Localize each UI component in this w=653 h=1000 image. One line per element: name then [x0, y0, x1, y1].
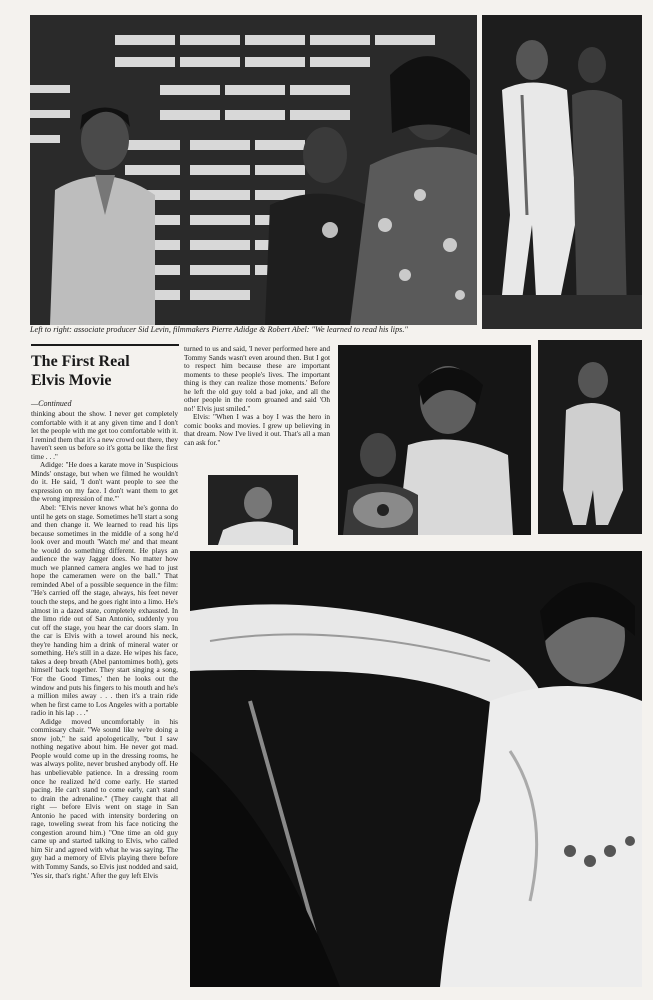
article-column-1: [31, 410, 178, 880]
photo-performer-large: [190, 551, 642, 987]
photo-filmmakers: [30, 15, 477, 325]
paragraph: Adidge: "He does a karate move in 'Suspicious Minds' onstage, but when we filmed he wouldn't do it. He said, 'I don't want people to see the expression on my face. I don't want them to get the wrong impression of me.'": [31, 460, 178, 504]
paragraph: Elvis: "When I was a boy I was the hero in comic books and movies. I grew up believing in that dream. Now I've lived it out. That's all a man can ask for.": [184, 412, 330, 448]
photo-caption: Left to right: associate producer Sid Levin, filmmakers Pierre Adidge & Robert Abel: "We learned to read his lips.": [30, 325, 408, 334]
article-column-2: [184, 345, 330, 448]
photo-close-up-small: [208, 475, 298, 545]
photo-stage-performer: [482, 15, 642, 329]
headline-line-2: Elvis Movie: [31, 372, 112, 389]
paragraph: thinking about the show. I never get completely comfortable with it at any given time and I don't let the people with me get too comfortable with it. I remind them that it's a new crowd out there, they haven't seen us before so it's gotta be like the first time . . .": [31, 409, 179, 461]
paragraph: Adidge moved uncomfortably in his commissary chair. "We sound like we're doing a snow job," he said apologetically, "but I saw nothing negative about him. He never got mad. People would come up in the dressing rooms, he was always polite, never brushed anybody off. He has unbelievable patience. In a dressing room once he realized he'd come early. He started pacing. He can't stand to come early, can't stand to drain the adrenaline." (They caught that all right — before Elvis went on stage in San Antonio he paced with intensity bordering on rage, toweling sweat from his face noticing the congestion around him.) "One time an old guy came up and started talking to Elvis, who called him Sir and agreed with what he was saying. The guy had a memory of Elvis playing there before with Tommy Sands, so Elvis just nodded and said, 'Yes sir, that's right.' After the guy left Elvis: [31, 716, 178, 880]
paragraph: turned to us and said, 'I never performed here and Tommy Sands wasn't even around then. But I got to respect him because these are important moments to these people's lives. The important thing is they can realize those moments.' Before he left the old guy told a bad joke, and all the other people in the room groaned and said 'Oh no!' Elvis just smiled.": [184, 344, 330, 413]
headline-line-1: The First Real: [31, 353, 130, 370]
photo-standing-figure: [538, 340, 642, 534]
headline-rule: [31, 344, 179, 346]
photo-singing-with-guitar: [338, 345, 531, 535]
paragraph: Abel: "Elvis never knows what he's gonna do until he gets on stage. Sometimes he'll start a song and then change it. We learned to read his lips because sometimes in the middle of a song he'd look over and mouth 'Watch me' and that meant he would do something different. He plays an audience the way Jagger does. No matter how much we planned camera angles we had to just hope the cameramen were on the ball." That reminded Abel of a possible sequence in the film: "He's carried off the stage, always, his feet never touch the steps, and he goes right into a limo. He's almost in a dazed state, completely exhausted. In the limo ride out of San Antonio, suddenly you cut off the stage, you hear the car doors slam. In the car is Elvis with a towel around his neck, they're handing him a drink of mineral water or something. He's still in a daze. He wipes his face, takes a deep breath (Abel pantomimes both), gets himself back together. They start singing a song, 'For the Good Times,' then he looks out the window and puts his fingers to his mouth and he's a million miles away . . . then it's a train ride when he first came to Los Angeles with a portable radio in his lap . . .": [31, 503, 178, 718]
continued-label: —Continued: [31, 399, 72, 408]
article-headline: [31, 352, 171, 390]
